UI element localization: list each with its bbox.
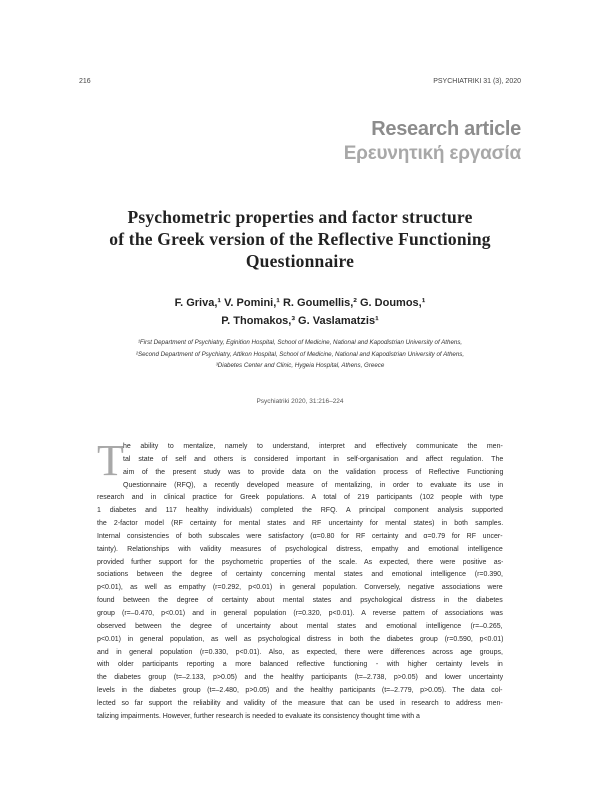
abstract-line: p<0.01), as well as empathy (r=0.292, p<0.01) in general population. Conversely, negative associations were xyxy=(97,584,503,592)
drop-cap: T xyxy=(97,436,124,485)
affiliation-line: ³Diabetes Center and Clinic, Hygeia Hospital, Athens, Greece xyxy=(215,362,385,369)
affiliations xyxy=(60,337,540,372)
abstract-line: observed between the degree of uncertainty about mental states and emotional intelligence (r=–0.265, xyxy=(97,622,503,630)
abstract-line: and in general population (r=0.330, p<0.01). Also, as expected, there were differences across age groups, xyxy=(97,648,503,656)
section-label-greek: Ερευνητική εργασία xyxy=(343,143,521,164)
abstract-line: provided further support for the psychometric properties of the scale. As expected, there were positive as- xyxy=(97,558,503,566)
abstract-line: he ability to mentalize, namely to understand, interpret and effectively communicate the men- xyxy=(123,443,503,450)
affiliation-line: ¹First Department of Psychiatry, Eginition Hospital, School of Medicine, National and Kapodistrian University of Athens, xyxy=(137,339,463,346)
title-line: of the Greek version of the Reflective Functioning xyxy=(109,229,491,249)
abstract-line: found between the degree of certainty about mental states and psychological distress in the diabetes xyxy=(97,597,503,605)
article-title xyxy=(60,206,540,272)
abstract-line: sociations between the degree of certainty concerning mental states and emotional intelligence (r=0.390, xyxy=(97,571,503,579)
abstract-line: p<0.01) in general population, as well as psychological distress in both the diabetes group (r=0.590, p<0.01) xyxy=(97,635,503,643)
page-number: 216 xyxy=(79,78,91,85)
title-line: Psychometric properties and factor structure xyxy=(127,207,473,227)
abstract-line: tal state of self and others is considered important in self-organisation and affect regulation. The xyxy=(123,455,503,463)
abstract-line: talizing impairments. However, further research is needed to evaluate its consistency thought time with a xyxy=(97,712,420,720)
author-line: P. Thomakos,³ G. Vaslamatzis¹ xyxy=(221,315,379,327)
abstract-line: the diabetes group (t=–2.133, p>0.05) and the healthy participants (t=–2.738, p>0.05) and lower uncertainty xyxy=(97,674,503,682)
citation: Psychiatriki 2020, 31:216–224 xyxy=(256,398,344,405)
abstract-line: tainty). Relationships with validity measures of psychological distress, empathy and emotional intelligence xyxy=(97,545,503,553)
abstract-line: with older participants reporting a more balanced reflective functioning - with higher certainty levels in xyxy=(97,661,503,669)
abstract-line: Internal consistencies of both subscales were satisfactory (α=0.80 for RF certainty and α=0.79 for RF uncer- xyxy=(97,532,503,540)
affiliation-line: ²Second Department of Psychiatry, Attikon Hospital, School of Medicine, National and Kapodistrian University of Athens, xyxy=(135,350,465,358)
abstract-line: Questionnaire (RFQ), a recently developed measure of mentalizing, in order to evaluate its use in xyxy=(123,481,503,489)
abstract-line: 1 diabetes and 117 healthy individuals) completed the RFQ. A principal component analysis supported xyxy=(97,507,503,515)
abstract-line: lected so far support the reliability and validity of the measure that can be used in research to address men- xyxy=(97,699,503,707)
abstract-line: group (r=–0.470, p<0.01) and in general population (r=0.320, p<0.01). A reverse pattern of associations was xyxy=(97,609,503,617)
journal-running-head: PSYCHIATRIKI 31 (3), 2020 xyxy=(433,78,521,85)
abstract-line: levels in the diabetes group (t=–2.480, p>0.05) and the healthy participants (t=–2.779, p>0.05). The data col- xyxy=(97,687,503,695)
abstract xyxy=(97,436,503,724)
author-list xyxy=(60,294,540,330)
title-line: Questionnaire xyxy=(245,251,355,271)
author-line: F. Griva,¹ V. Pomini,¹ R. Goumellis,² G. Doumos,¹ xyxy=(174,297,426,309)
section-label-english: Research article xyxy=(371,118,521,140)
abstract-line: the 2-factor model (RF certainty for mental states and RF uncertainty for mental states) in both samples. xyxy=(97,520,503,528)
abstract-line: aim of the present study was to provide data on the validation process of Reflective Functioning xyxy=(123,468,503,476)
abstract-line: research and in clinical practice for Greek populations. A total of 219 participants (102 people with type xyxy=(97,494,503,502)
